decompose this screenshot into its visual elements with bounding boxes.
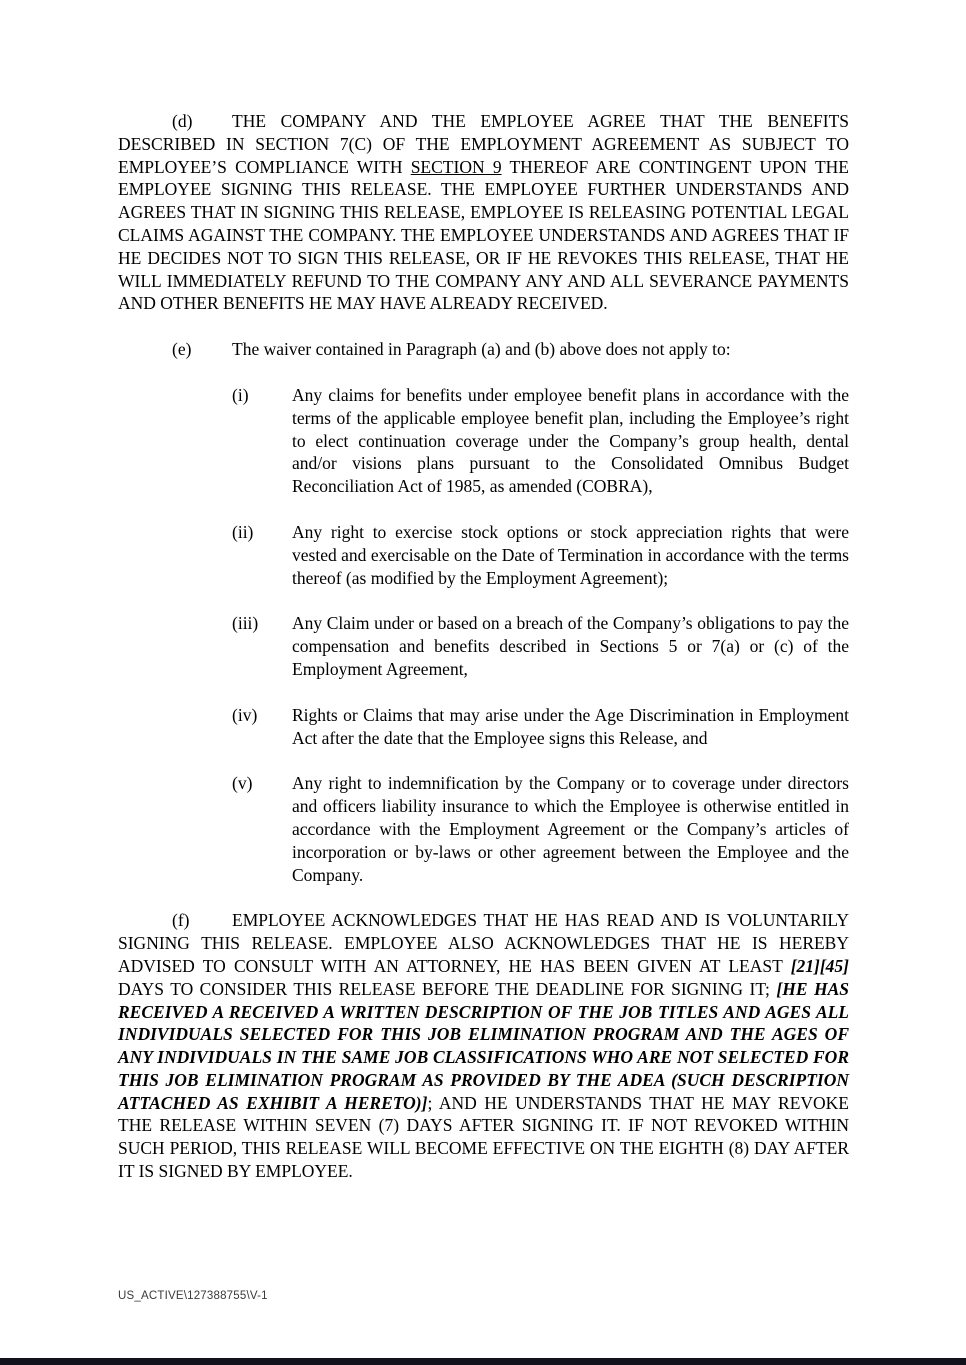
paragraph-e-text: The waiver contained in Paragraph (a) and (b) above does not apply to: <box>232 339 731 360</box>
paragraph-f-text-1: EMPLOYEE ACKNOWLEDGES THAT HE HAS READ AND IS VOLUNTARILY SIGNING THIS RELEASE. EMPLOYEE ALSO ACKNOWLEDGES THAT HE IS HEREBY ADVISED TO CONSULT WITH AN ATTORNEY, HE HAS BEEN GIVEN AT LEAST <box>118 910 849 976</box>
list-item-ii-label: (ii) <box>232 521 254 542</box>
paragraph-d <box>118 110 849 315</box>
list-item-i-text: Any claims for benefits under employee benefit plans in accordance with the terms of the applicable employee benefit plan, including the Employee’s right to elect continuation coverage under the Company’s group health, dental and/or visions plans pursuant to the Consolidated Omnibus Budget Reconciliation Act of 1985, as amended (COBRA), <box>292 384 849 497</box>
list-item-iii-text: Any Claim under or based on a breach of the Company’s obligations to pay the compensation and benefits described in Sections 5 or 7(a) or (c) of the Employment Agreement, <box>292 613 849 679</box>
paragraph-f-label: (f) <box>172 910 190 931</box>
list-item-v-text: Any right to indemnification by the Company or to coverage under directors and officers liability insurance to which the Employee is otherwise entitled in accordance with the Employment Agreement or the Company’s articles of incorporation or by-laws or other agreement between the Employee and the Company. <box>292 773 849 885</box>
list-item-ii-text: Any right to exercise stock options or stock appreciation rights that were vested and exercisable on the Date of Termination in accordance with the terms thereof (as modified by the Employment Agreement); <box>292 521 849 588</box>
list-item-iv-text: Rights or Claims that may arise under the Age Discrimination in Employment Act after the date that the Employee signs this Release, and <box>292 704 849 748</box>
list-item-iv <box>118 704 849 750</box>
section-9-reference-underlined: SECTION 9 <box>410 156 502 177</box>
list-item-ii <box>118 521 849 589</box>
list-item-iii <box>118 612 849 680</box>
list-item-iv-label: (iv) <box>232 704 258 725</box>
list-item-v <box>118 772 849 886</box>
bottom-edge-bar <box>0 1358 966 1365</box>
list-item-v-label: (v) <box>232 773 253 794</box>
document-body <box>118 110 849 1206</box>
waiver-exclusion-list <box>118 384 849 886</box>
list-item-i <box>118 384 849 498</box>
footer-document-id: US_ACTIVE\127388755\V-1 <box>118 1290 268 1302</box>
paragraph-f-text-3: ; AND HE UNDERSTANDS THAT HE MAY REVOKE THE RELEASE WITHIN SEVEN (7) DAYS AFTER SIGNING IT. IF NOT REVOKED WITHIN SUCH PERIOD, THIS RELEASE WILL BECOME EFFECTIVE ON THE EIGHTH (8) DAY AFTER IT IS SIGNED BY EMPLOYEE. <box>118 1092 850 1182</box>
paragraph-d-label: (d) <box>172 111 193 131</box>
paragraph-f-text-2: DAYS TO CONSIDER THIS RELEASE BEFORE THE DEADLINE FOR SIGNING IT; <box>118 978 777 999</box>
paragraph-e <box>118 338 849 361</box>
list-item-iii-label: (iii) <box>232 613 259 634</box>
paragraph-f-adea-bracketed-clause: [HE HAS RECEIVED A RECEIVED A WRITTEN DESCRIPTION OF THE JOB TITLES AND AGES ALL INDIVIDUALS SELECTED FOR THIS JOB ELIMINATION PROGRAM AND THE AGES OF ANY INDIVIDUALS IN THE SAME JOB CLASSIFICATIONS WHO ARE NOT SELECTED FOR THIS JOB ELIMINATION PROGRAM AS PROVIDED BY THE ADEA (SUCH DESCRIPTION ATTACHED AS EXHIBIT A HERETO)] <box>118 978 849 1113</box>
paragraph-d-text-1: THE COMPANY AND THE EMPLOYEE AGREE THAT THE BENEFITS DESCRIBED IN SECTION 7(C) OF THE EMPLOYMENT AGREEMENT AS SUBJECT TO EMPLOYEE’S COMPLIANCE WITH <box>118 111 849 177</box>
list-item-i-label: (i) <box>232 384 249 405</box>
paragraph-d-text-2: THEREOF ARE CONTINGENT UPON THE EMPLOYEE SIGNING THIS RELEASE. THE EMPLOYEE FURTHER UNDERSTANDS AND AGREES THAT IN SIGNING THIS RELEASE, EMPLOYEE IS RELEASING POTENTIAL LEGAL CLAIMS AGAINST THE COMPANY. THE EMPLOYEE UNDERSTANDS AND AGREES THAT IF HE DECIDES NOT TO SIGN THIS RELEASE, OR IF HE REVOKES THIS RELEASE, THAT HE WILL IMMEDIATELY REFUND TO THE COMPANY ANY AND ALL SEVERANCE PAYMENTS AND OTHER BENEFITS HE MAY HAVE ALREADY RECEIVED. <box>118 156 849 314</box>
paragraph-f <box>118 909 849 1183</box>
paragraph-e-label: (e) <box>172 339 192 360</box>
paragraph-f-days-placeholder: [21][45] <box>790 955 849 976</box>
